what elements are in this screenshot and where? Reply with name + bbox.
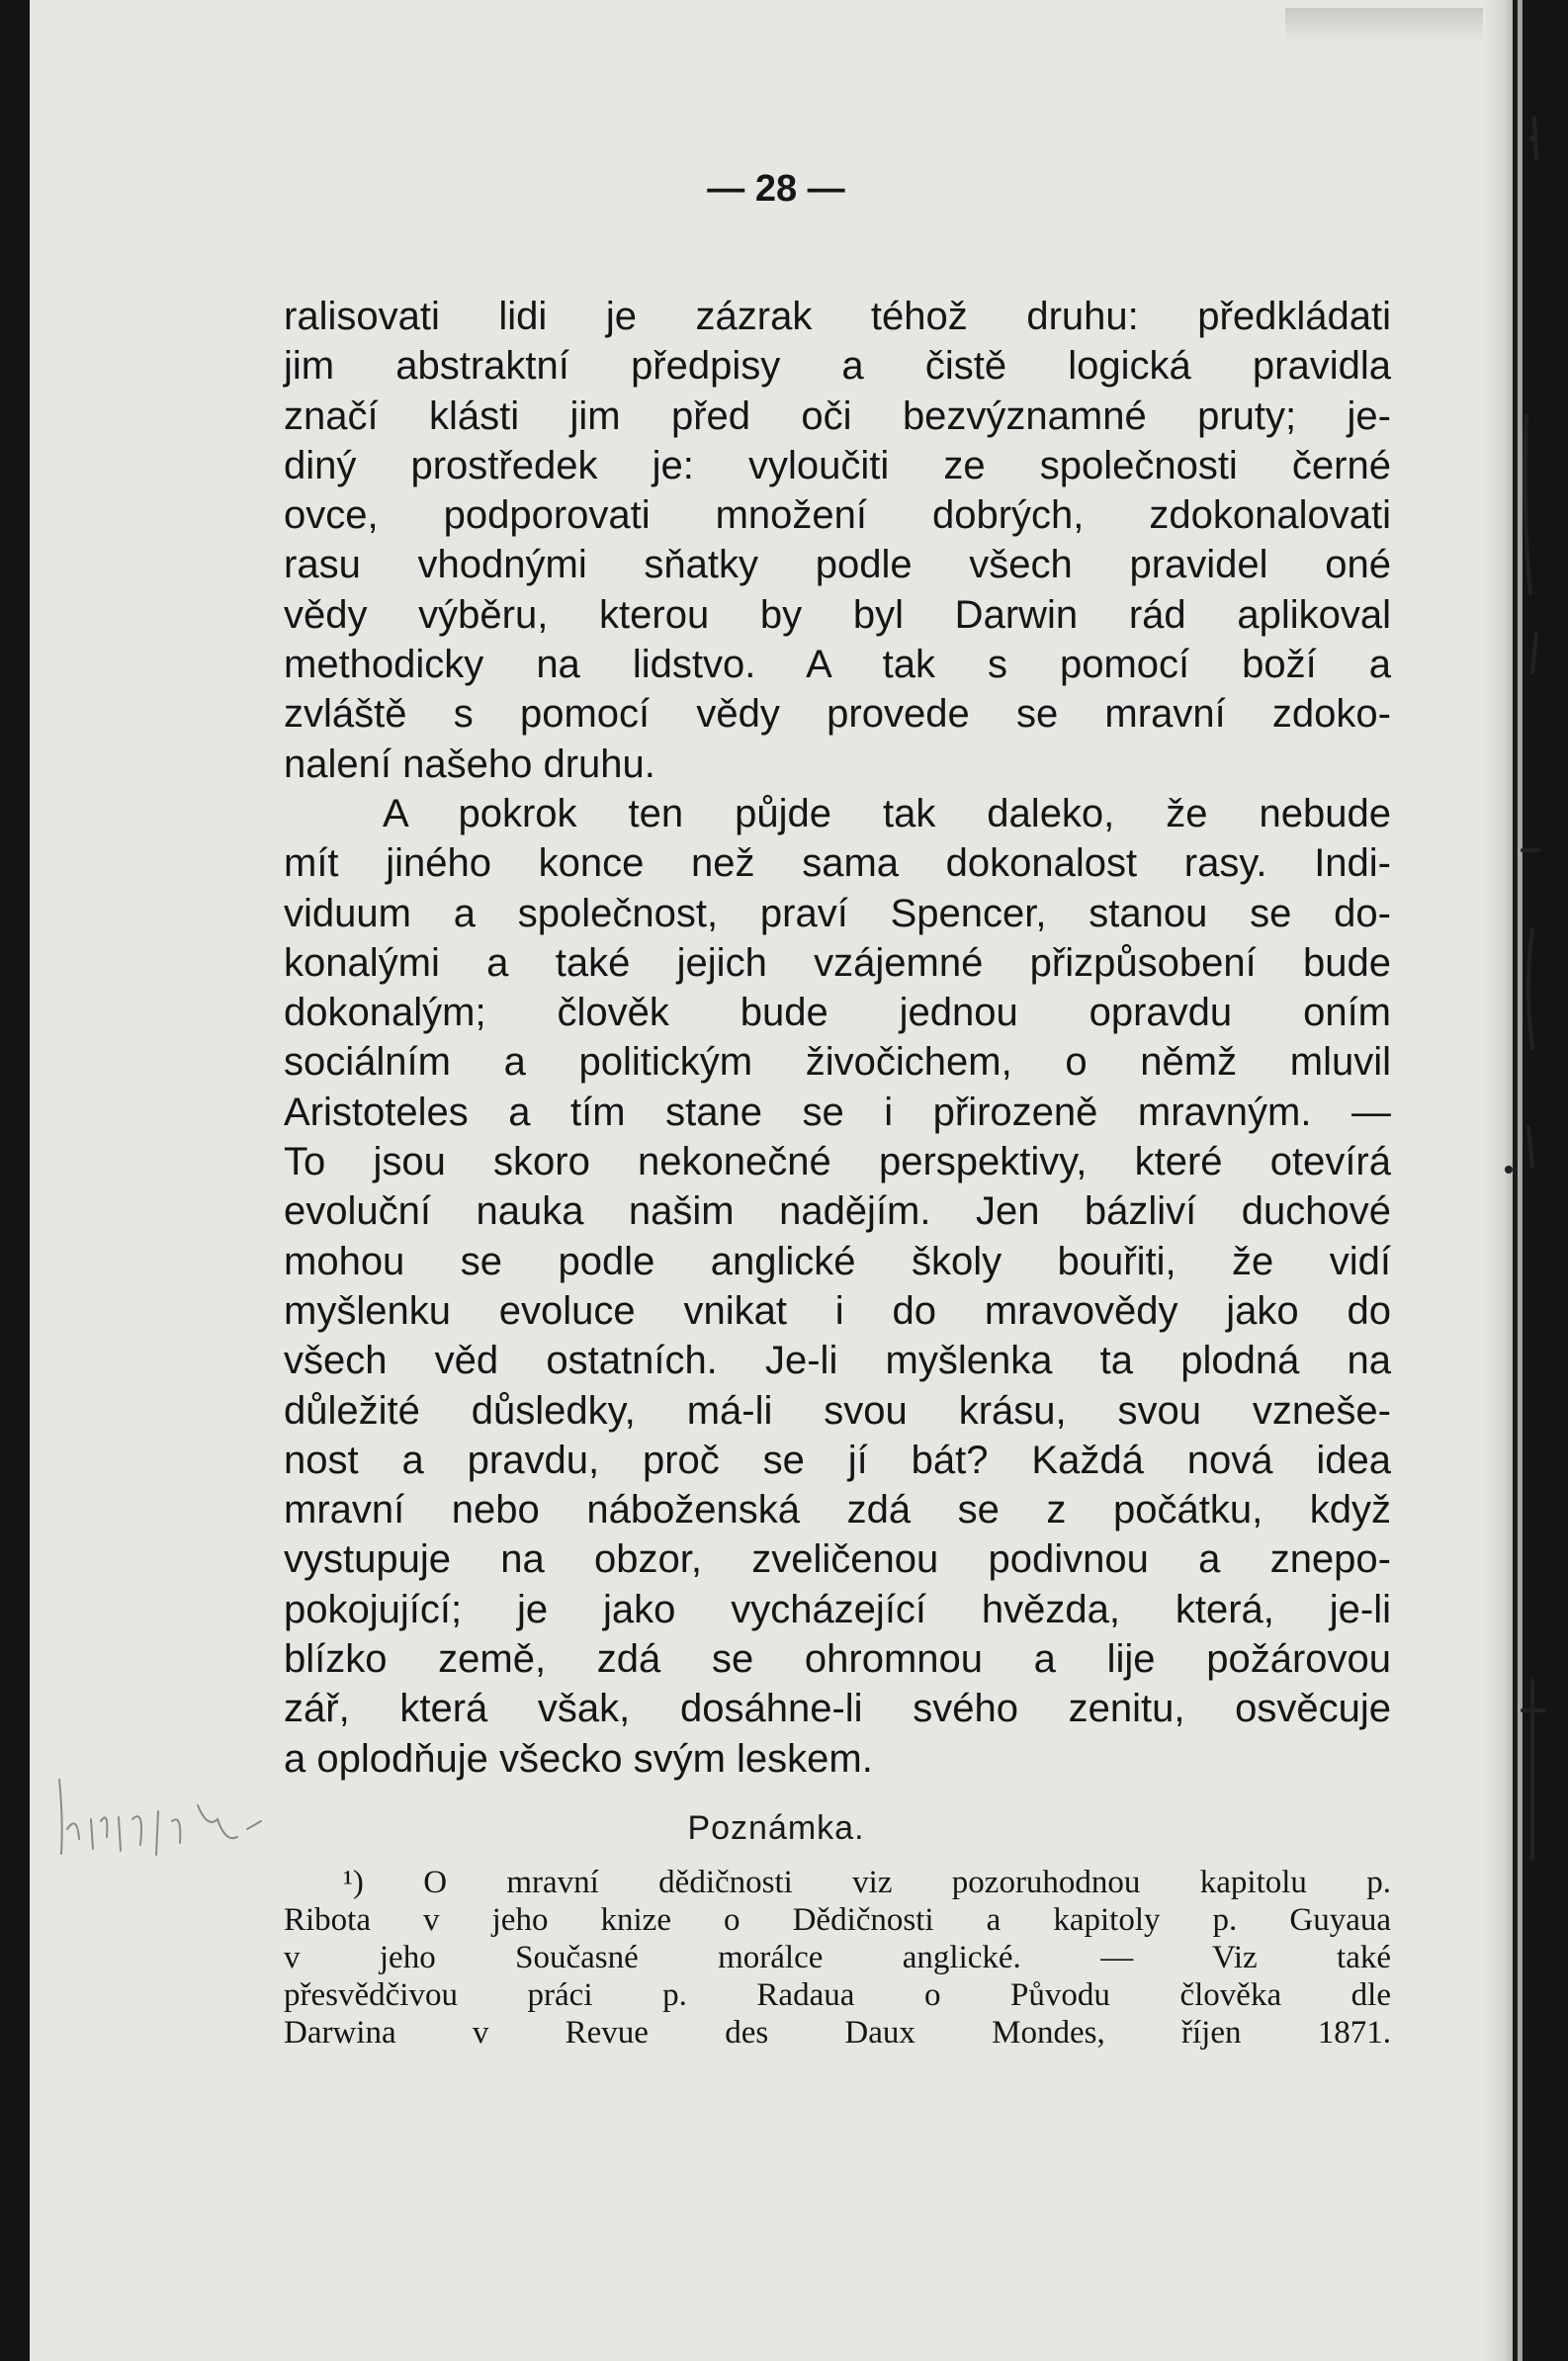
footnote-block (284, 1864, 1391, 2052)
text-line: konalými a také jejich vzájemné přizpůsobení bude (284, 940, 1391, 985)
text-line: To jsou skoro nekonečné perspektivy, které otevírá (284, 1140, 1391, 1184)
text-line: dokonalým; člověk bude jednou opravdu oním (284, 991, 1391, 1035)
text-line: evoluční nauka našim nadějím. Jen bázliví duchové (284, 1189, 1391, 1234)
text-line: vystupuje na obzor, zveličenou podivnou a znepo- (284, 1537, 1391, 1582)
text-line: mít jiného konce než sama dokonalost rasy. Indi- (284, 841, 1391, 886)
text-line: značí klásti jim před oči bezvýznamné pruty; je- (284, 394, 1391, 438)
text-line: methodicky na lidstvo. A tak s pomocí boží a (284, 643, 1391, 687)
text-line: nalení našeho druhu. (284, 742, 655, 786)
text-line: mravní nebo náboženská zdá se z počátku, když (284, 1488, 1391, 1532)
text-line: ralisovati lidi je zázrak téhož druhu: předkládati (284, 295, 1391, 338)
notes-heading: Poznámka. (687, 1809, 865, 1847)
footnote-line: Ribota v jeho knize o Dědičnosti a kapitoly p. Guyaua (284, 1902, 1391, 1938)
text-line: zář, která však, dosáhne-li svého zenitu, osvěcuje (284, 1687, 1391, 1731)
footnote-line: přesvědčivou práci p. Radaua o Původu člověka dle (284, 1977, 1391, 2013)
book-page (30, 0, 1523, 2361)
text-line: sociálním a politickým živočichem, o němž mluvil (284, 1040, 1391, 1085)
text-line: a oplodňuje všecko svým leskem. (284, 1736, 873, 1781)
text-line: blízko země, zdá se ohromnou a lije požárovou (284, 1637, 1391, 1682)
text-line: viduum a společnost, praví Spencer, stanou se do- (284, 891, 1391, 935)
text-line: diný prostředek je: vyloučiti ze společnosti černé (284, 443, 1391, 487)
text-line: myšlenku evoluce vnikat i do mravovědy jako do (284, 1288, 1391, 1333)
text-line: všech věd ostatních. Je-li myšlenka ta plodná na (284, 1339, 1391, 1383)
text-line-paragraph-start: A pokrok ten půjde tak daleko, že nebude (383, 791, 1391, 835)
text-line: jim abstraktní předpisy a čistě logická pravidla (284, 344, 1391, 389)
text-line: důležité důsledky, má-li svou krásu, svou vzneše- (284, 1388, 1391, 1433)
footnote-line: Darwina v Revue des Daux Mondes, říjen 1871. (284, 2015, 1391, 2051)
footnote-line: v jeho Současné morálce anglické. — Viz také (284, 1940, 1391, 1975)
text-line: rasu vhodnými sňatky podle všech pravidel oné (284, 543, 1391, 587)
text-line: zvláště s pomocí vědy provede se mravní zdoko- (284, 692, 1391, 737)
page-number: — 28 — (707, 168, 845, 210)
text-line: Aristoteles a tím stane se i přirozeně mravným. — (284, 1090, 1391, 1134)
body-text (284, 292, 1391, 1784)
text-line: nost a pravdu, proč se jí bát? Každá nová idea (284, 1438, 1391, 1482)
text-line: pokojující; je jako vycházející hvězda, která, je-li (284, 1587, 1391, 1631)
text-line: mohou se podle anglické školy bouřiti, že vidí (284, 1239, 1391, 1283)
text-line: vědy výběru, kterou by byl Darwin rád aplikoval (284, 592, 1391, 637)
binding-marks-icon (1463, 0, 1568, 2361)
footnote-line: ¹) O mravní dědičnosti viz pozoruhodnou kapitolu p. (343, 1865, 1391, 1900)
text-line: ovce, podporovati množení dobrých, zdokonalovati (284, 493, 1391, 538)
